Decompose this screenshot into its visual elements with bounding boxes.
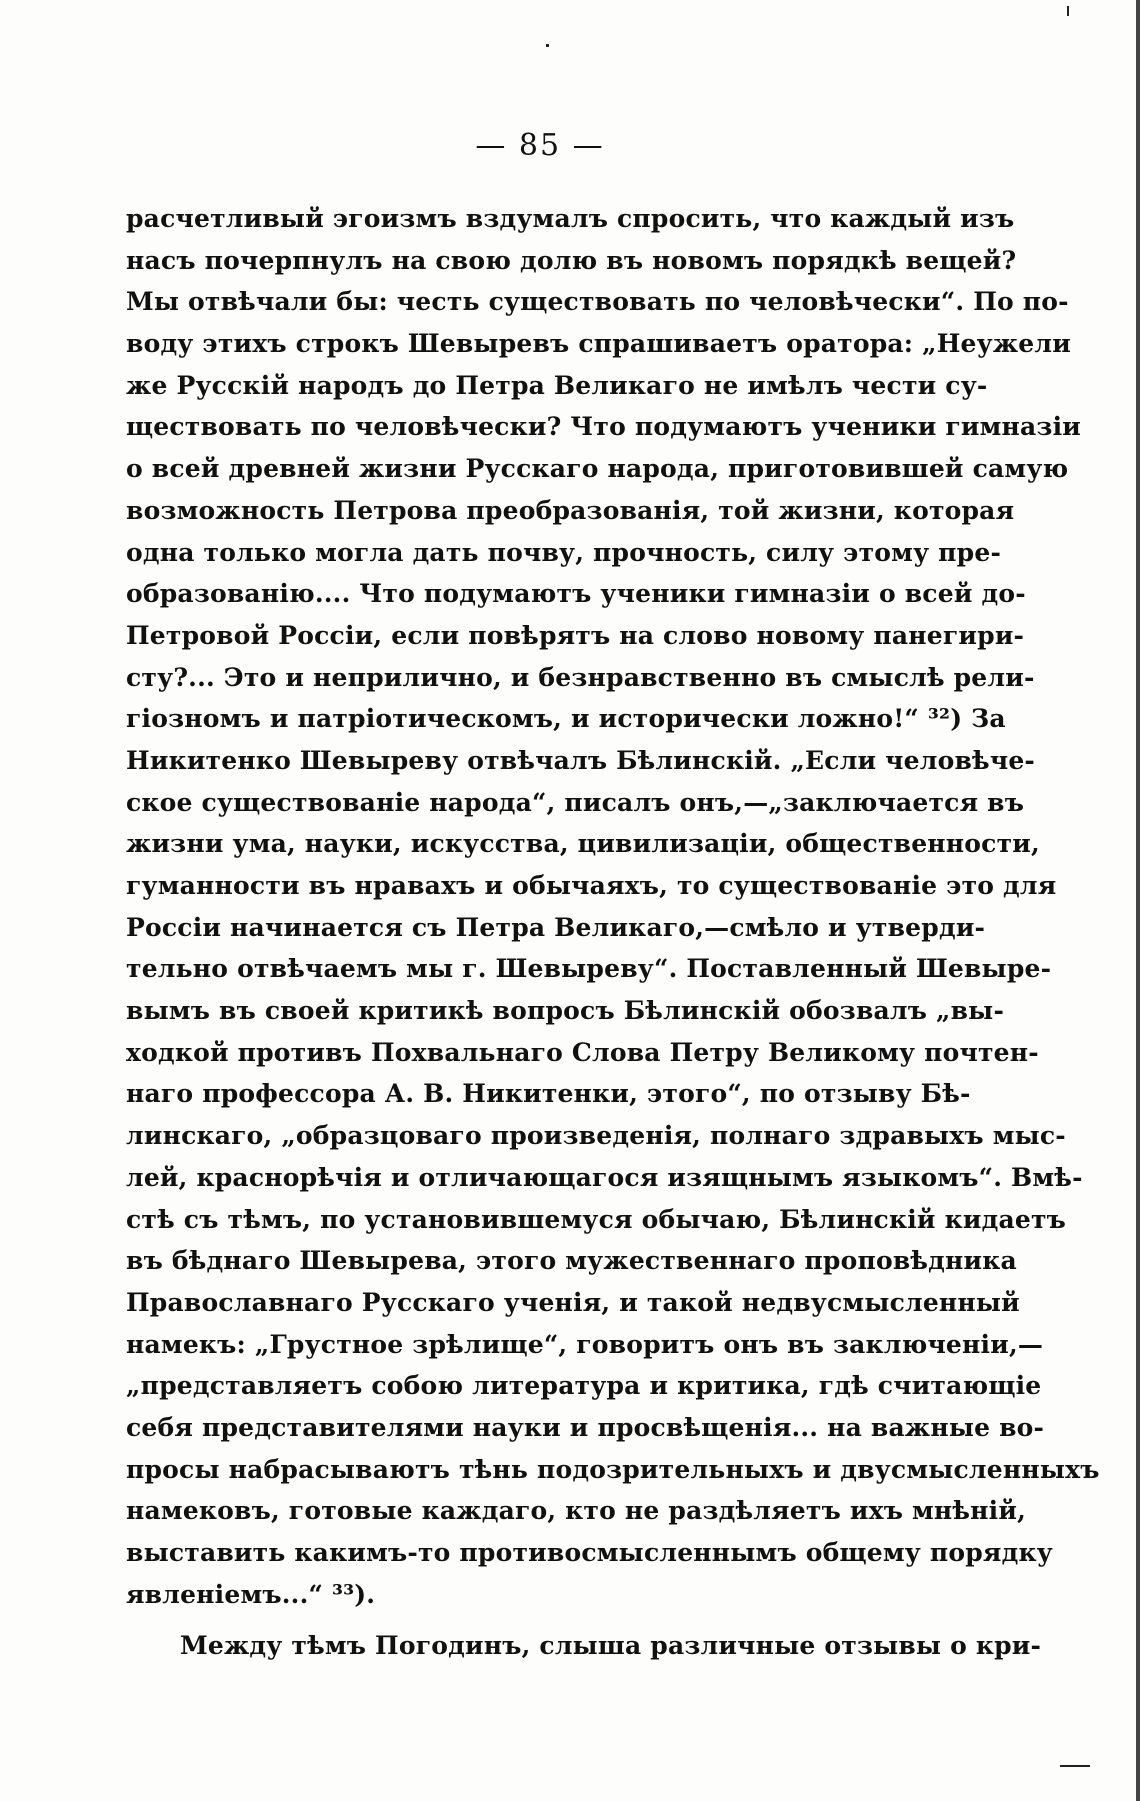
scan-speck (546, 44, 549, 47)
text-line: вымъ въ своей критикѣ вопросъ Бѣлинскій обозвалъ „вы- (126, 996, 1005, 1026)
text-line: себя представителями науки и просвѣщенія... на важные во- (126, 1412, 1045, 1442)
page-edge (1136, 0, 1140, 1801)
text-line: гуманности въ нравахъ и обычаяхъ, то существованіе это для (126, 871, 1057, 900)
body-text (126, 198, 1100, 1667)
text-line: ходкой противъ Похвальнаго Слова Петру Великому почтен- (126, 1037, 1039, 1067)
text-line: въ бѣднаго Шевырева, этого мужественнаго проповѣдника (126, 1246, 1017, 1276)
text-line: расчетливый эгоизмъ вздумалъ спросить, что каждый изъ (126, 204, 1015, 233)
text-line: Никитенко Шевыреву отвѣчалъ Бѣлинскій. „Если человѣче- (126, 745, 1036, 775)
text-line: воду этихъ строкъ Шевыревъ спрашиваетъ оратора: „Неужели (126, 329, 1071, 359)
text-line: ское существованіе народа“, писалъ онъ,—„заключается въ (126, 787, 1025, 817)
text-line: линскаго, „образцоваго произведенія, полнаго здравыхъ мыс- (126, 1121, 1066, 1151)
text-line: сту?... Это и неприлично, и безнравственно въ смыслѣ рели- (126, 662, 1035, 692)
text-line: Православнаго Русскаго ученія, и такой недвусмысленный (126, 1287, 1020, 1317)
text-line: гіозномъ и патріотическомъ, и исторически ложно!“ ³²) За (126, 704, 1006, 734)
text-line: выставить какимъ-то противосмысленнымъ общему порядку (126, 1538, 1053, 1567)
text-line: одна только могла дать почву, прочность, силу этому пре- (126, 537, 1002, 567)
scan-speck (1067, 6, 1069, 16)
text-line: намековъ, готовые каждаго, кто не раздѣляетъ ихъ мнѣній, (126, 1496, 1027, 1526)
text-line: тельно отвѣчаемъ мы г. Шевыреву“. Поставленный Шевыре- (126, 954, 1052, 984)
text-line: намекъ: „Грустное зрѣлище“, говоритъ онъ въ заключеніи,— (126, 1329, 1044, 1359)
text-line: явленіемъ...“ ³³). (126, 1579, 376, 1609)
text-line: возможность Петрова преобразованія, той жизни, которая (126, 495, 1015, 525)
text-line: лей, краснорѣчія и отличающагося изящнымъ языкомъ“. Вмѣ- (126, 1162, 1083, 1192)
text-line: образованію.... Что подумаютъ ученики гимназіи о всей до- (126, 579, 1026, 609)
text-line: о всей древней жизни Русскаго народа, приготовившей самую (126, 454, 1069, 484)
text-line: же Русскій народъ до Петра Великаго не имѣлъ чести су- (126, 370, 988, 400)
text-line: „представляетъ собою литература и критика, гдѣ считающіе (126, 1371, 1042, 1401)
text-line: Мы отвѣчали бы: честь существовать по человѣчески“. По по- (126, 287, 1069, 317)
text-line: жизни ума, науки, искусства, цивилизаціи, общественности, (126, 829, 1040, 859)
text-line: стѣ съ тѣмъ, по установившемуся обычаю, Бѣлинскій кидаетъ (126, 1204, 1067, 1234)
text-line: Петровой Россіи, если повѣрятъ на слово новому панегири- (126, 620, 1025, 650)
page-number: — 85 — (475, 128, 605, 163)
scan-dash (1060, 1765, 1090, 1767)
text-line: насъ почерпнулъ на свою долю въ новомъ порядкѣ вещей? (126, 245, 1017, 275)
text-line: ществовать по человѣчески? Что подумаютъ ученики гимназіи (126, 412, 1082, 442)
text-line: Россіи начинается съ Петра Великаго,—смѣло и утверди- (126, 912, 986, 942)
text-line: просы набрасываютъ тѣнь подозрительныхъ и двусмысленныхъ (126, 1454, 1100, 1484)
paragraph (126, 1625, 1042, 1667)
text-line: Между тѣмъ Погодинъ, слыша различные отзывы о кри- (180, 1631, 1042, 1661)
paragraph-gap (126, 1615, 962, 1625)
paragraph (126, 198, 1100, 1615)
text-line: наго профессора А. В. Никитенки, этого“, по отзыву Бѣ- (126, 1079, 971, 1109)
